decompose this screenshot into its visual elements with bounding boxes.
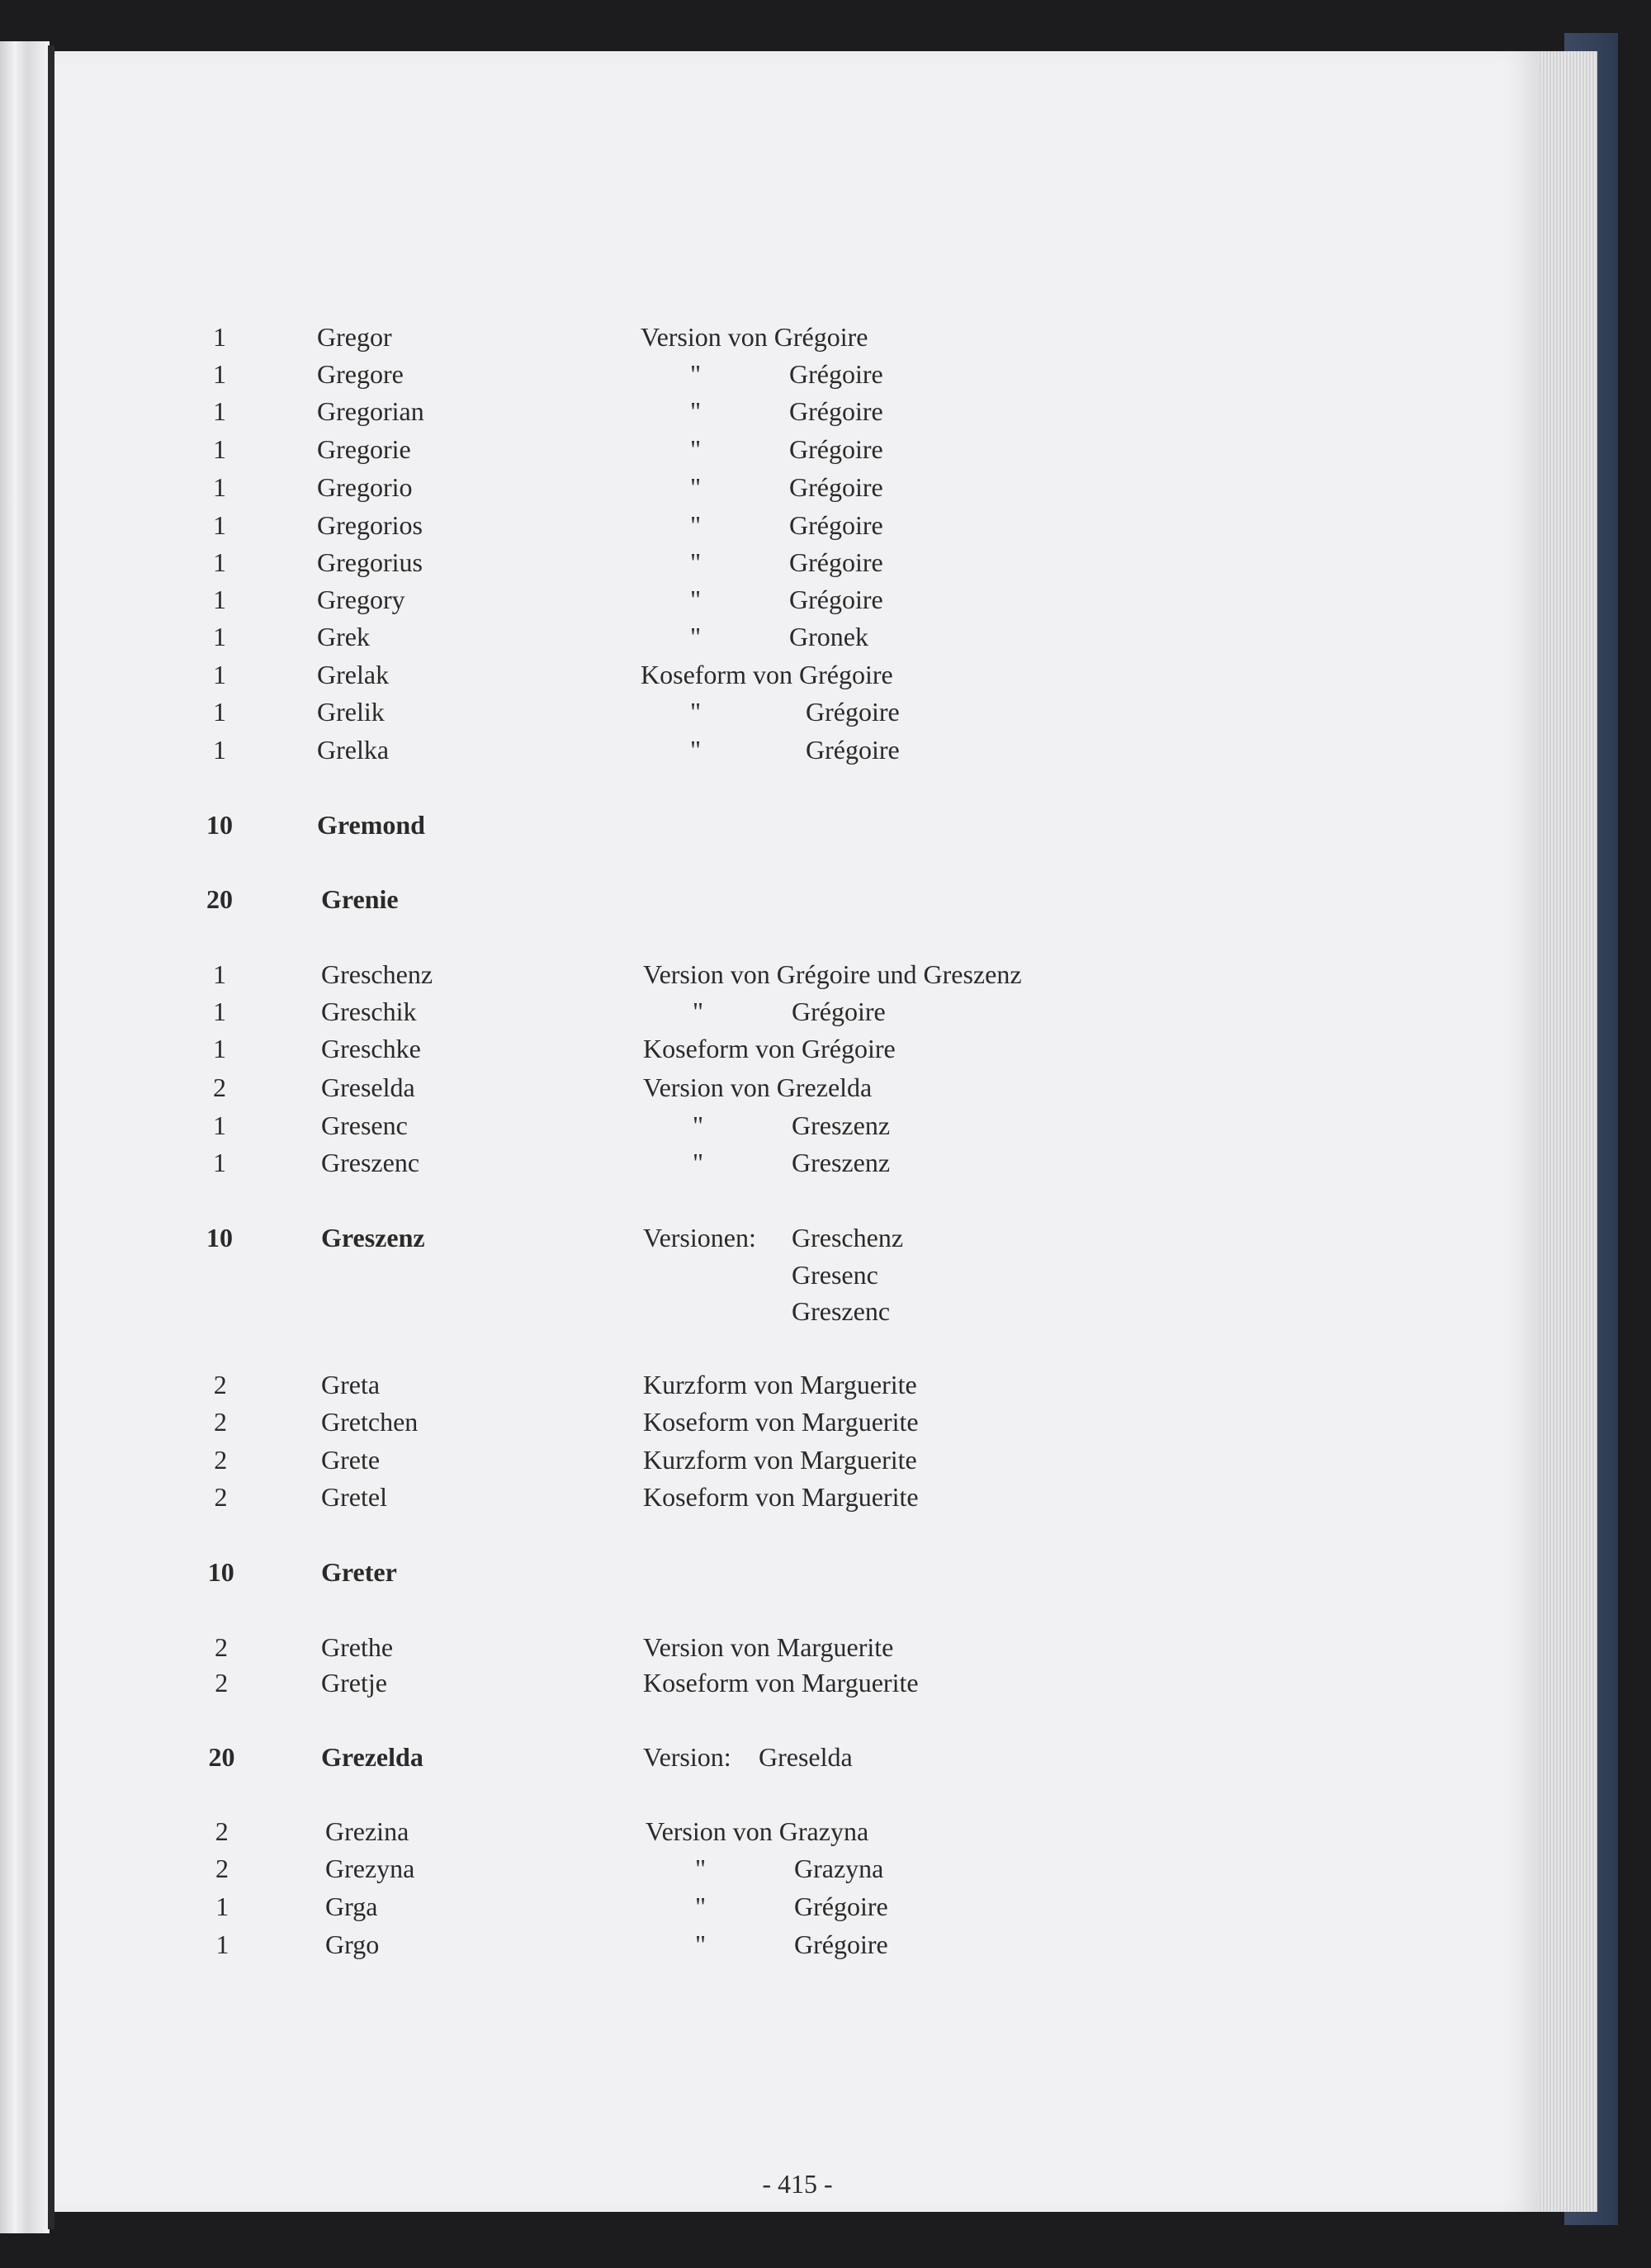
list-item bbox=[54, 1557, 1540, 1595]
entry-name: Gresenc bbox=[321, 1110, 408, 1140]
left-page-edges bbox=[0, 41, 50, 2233]
entry-name: Greta bbox=[321, 1370, 381, 1399]
list-item bbox=[54, 1110, 1540, 1148]
entry-count: 1 bbox=[213, 997, 226, 1026]
page-number: - 415 - bbox=[762, 2169, 833, 2199]
entry-count: 1 bbox=[213, 510, 226, 540]
entry-count: 1 bbox=[213, 697, 226, 727]
entry-description: " bbox=[690, 510, 702, 540]
entry-name: Grga bbox=[325, 1892, 378, 1921]
entry-count: 2 bbox=[213, 1370, 227, 1399]
list-item bbox=[54, 322, 1540, 360]
entry-name: Grelik bbox=[317, 697, 385, 727]
entry-count: 2 bbox=[213, 1072, 226, 1102]
entry-description: " bbox=[693, 1110, 704, 1140]
entry-count: 10 bbox=[206, 1223, 233, 1252]
entry-reference: Grégoire bbox=[789, 396, 883, 426]
entry-name: Grezyna bbox=[325, 1854, 415, 1883]
entry-reference: Grégoire bbox=[806, 735, 900, 765]
entry-description: Greszenc bbox=[792, 1296, 891, 1326]
entry-reference: Greschenz bbox=[792, 1223, 904, 1252]
entry-count: 2 bbox=[215, 1632, 228, 1662]
entry-description: " bbox=[690, 434, 702, 464]
list-item bbox=[54, 1223, 1540, 1261]
entry-description: " bbox=[690, 396, 702, 426]
list-item bbox=[54, 1296, 1540, 1334]
entry-reference: Grégoire bbox=[789, 359, 883, 389]
entry-count: 10 bbox=[206, 810, 233, 840]
entry-count: 1 bbox=[213, 1034, 226, 1063]
entry-name: Gregorios bbox=[317, 510, 423, 540]
entry-name: Greschik bbox=[321, 997, 417, 1026]
entry-description: Kurzform von Marguerite bbox=[643, 1445, 917, 1475]
entry-count: 1 bbox=[215, 1892, 229, 1921]
entry-reference: Grégoire bbox=[794, 1892, 888, 1921]
entry-description: Versionen: bbox=[643, 1223, 756, 1252]
entry-count: 1 bbox=[213, 1148, 226, 1177]
entry-reference: Greselda bbox=[759, 1742, 853, 1772]
entry-description: " bbox=[695, 1854, 707, 1883]
entry-description: " bbox=[693, 1148, 704, 1177]
list-item bbox=[54, 1148, 1540, 1186]
list-item bbox=[54, 1260, 1540, 1298]
entry-name: Grenie bbox=[321, 884, 399, 914]
entry-name: Gregorio bbox=[317, 472, 413, 502]
list-item bbox=[54, 1742, 1540, 1780]
list-item bbox=[54, 1072, 1540, 1110]
entry-description: Version von Grégoire und Greszenz bbox=[643, 959, 1022, 989]
list-item bbox=[54, 1407, 1540, 1445]
list-item bbox=[54, 1632, 1540, 1670]
entry-name: Greschenz bbox=[321, 959, 433, 989]
entry-count: 1 bbox=[215, 1929, 229, 1959]
list-item bbox=[54, 1482, 1540, 1520]
entry-reference: Grégoire bbox=[789, 472, 883, 502]
book-page bbox=[54, 51, 1540, 2212]
entry-description: Version von Marguerite bbox=[643, 1632, 894, 1662]
entry-description: " bbox=[690, 585, 702, 614]
entry-description: Version von Grezelda bbox=[643, 1072, 873, 1102]
entry-description: Gresenc bbox=[792, 1260, 878, 1290]
entry-description: " bbox=[695, 1929, 707, 1959]
entry-count: 20 bbox=[208, 1742, 235, 1772]
entry-count: 1 bbox=[213, 396, 226, 426]
entry-name: Gremond bbox=[317, 810, 425, 840]
list-item bbox=[54, 884, 1540, 922]
entry-count: 1 bbox=[213, 585, 226, 614]
entry-reference: Greszenz bbox=[792, 1148, 891, 1177]
entry-description: Version von Grégoire bbox=[641, 322, 868, 352]
list-item bbox=[54, 997, 1540, 1035]
entry-description: " bbox=[690, 472, 702, 502]
entry-reference: Greszenz bbox=[792, 1110, 891, 1140]
entry-name: Gretje bbox=[321, 1668, 387, 1697]
entry-name: Grek bbox=[317, 622, 370, 651]
entry-count: 1 bbox=[213, 1110, 226, 1140]
list-item bbox=[54, 1854, 1540, 1892]
entry-name: Gregore bbox=[317, 359, 404, 389]
entry-description: Version von Grazyna bbox=[646, 1816, 869, 1846]
list-item bbox=[54, 1445, 1540, 1483]
list-item bbox=[54, 1034, 1540, 1072]
entry-count: 1 bbox=[213, 322, 226, 352]
entry-description: Koseform von Marguerite bbox=[643, 1407, 919, 1437]
entry-count: 1 bbox=[213, 959, 226, 989]
entry-count: 2 bbox=[214, 1482, 228, 1512]
entry-description: " bbox=[695, 1892, 707, 1921]
list-item bbox=[54, 1370, 1540, 1408]
entry-description: " bbox=[690, 622, 702, 651]
entry-name: Greter bbox=[321, 1557, 397, 1587]
list-item bbox=[54, 1816, 1540, 1854]
list-item bbox=[54, 472, 1540, 510]
entry-reference: Grégoire bbox=[789, 547, 883, 577]
list-item bbox=[54, 1929, 1540, 1967]
entry-name: Gretel bbox=[321, 1482, 387, 1512]
entry-name: Gregorie bbox=[317, 434, 411, 464]
entry-reference: Grégoire bbox=[789, 510, 883, 540]
entry-name: Grete bbox=[321, 1445, 381, 1475]
entry-description: " bbox=[690, 359, 702, 389]
entry-count: 2 bbox=[215, 1816, 229, 1846]
entry-name: Gregorian bbox=[317, 396, 424, 426]
entry-name: Gretchen bbox=[321, 1407, 419, 1437]
list-item bbox=[54, 697, 1540, 735]
entry-description: Version: bbox=[643, 1742, 731, 1772]
entry-name: Grezina bbox=[325, 1816, 409, 1846]
entry-reference: Gronek bbox=[789, 622, 868, 651]
entry-count: 1 bbox=[213, 472, 226, 502]
entry-count: 10 bbox=[207, 1557, 234, 1587]
entry-count: 1 bbox=[213, 622, 226, 651]
entry-count: 2 bbox=[215, 1854, 229, 1883]
entry-description: " bbox=[690, 697, 702, 727]
entry-count: 1 bbox=[213, 735, 226, 765]
entry-name: Greselda bbox=[321, 1072, 415, 1102]
entry-count: 1 bbox=[213, 660, 226, 689]
entry-name: Grethe bbox=[321, 1632, 394, 1662]
list-item bbox=[54, 585, 1540, 623]
entry-description: Kurzform von Marguerite bbox=[643, 1370, 917, 1399]
entry-name: Grelka bbox=[317, 735, 390, 765]
entry-description: " bbox=[690, 547, 702, 577]
entry-count: 2 bbox=[214, 1445, 228, 1475]
entry-name: Gregory bbox=[317, 585, 405, 614]
entry-name: Greszenc bbox=[321, 1148, 420, 1177]
list-item bbox=[54, 660, 1540, 698]
entry-description: " bbox=[690, 735, 702, 765]
entry-count: 20 bbox=[206, 884, 233, 914]
entry-count: 1 bbox=[213, 434, 226, 464]
entry-name: Grgo bbox=[325, 1929, 380, 1959]
list-item bbox=[54, 622, 1540, 660]
entry-description: Koseform von Grégoire bbox=[641, 660, 893, 689]
entry-count: 1 bbox=[213, 547, 226, 577]
list-item bbox=[54, 359, 1540, 397]
entry-count: 1 bbox=[213, 359, 226, 389]
entry-name: Greszenz bbox=[321, 1223, 425, 1252]
book-spine bbox=[48, 45, 54, 2229]
entry-count: 2 bbox=[215, 1668, 229, 1697]
list-item bbox=[54, 434, 1540, 472]
list-item bbox=[54, 547, 1540, 585]
entry-name: Grezelda bbox=[321, 1742, 423, 1772]
entry-description: Koseform von Marguerite bbox=[643, 1668, 919, 1697]
page-edges bbox=[1531, 51, 1597, 2212]
entry-description: Koseform von Marguerite bbox=[643, 1482, 919, 1512]
entry-reference: Grégoire bbox=[792, 997, 886, 1026]
entry-name: Greschke bbox=[321, 1034, 421, 1063]
list-item bbox=[54, 959, 1540, 997]
entry-reference: Grégoire bbox=[789, 585, 883, 614]
list-item bbox=[54, 735, 1540, 773]
entry-count: 2 bbox=[214, 1407, 227, 1437]
entry-reference: Grazyna bbox=[794, 1854, 884, 1883]
entry-description: " bbox=[693, 997, 704, 1026]
entry-name: Grelak bbox=[317, 660, 390, 689]
list-item bbox=[54, 810, 1540, 848]
entry-name: Gregorius bbox=[317, 547, 423, 577]
entry-reference: Grégoire bbox=[806, 697, 900, 727]
entry-description: Koseform von Grégoire bbox=[643, 1034, 896, 1063]
list-item bbox=[54, 1668, 1540, 1706]
entry-reference: Grégoire bbox=[789, 434, 883, 464]
entry-name: Gregor bbox=[317, 322, 392, 352]
list-item bbox=[54, 510, 1540, 548]
list-item bbox=[54, 396, 1540, 434]
list-item bbox=[54, 1892, 1540, 1929]
entry-reference: Grégoire bbox=[794, 1929, 888, 1959]
